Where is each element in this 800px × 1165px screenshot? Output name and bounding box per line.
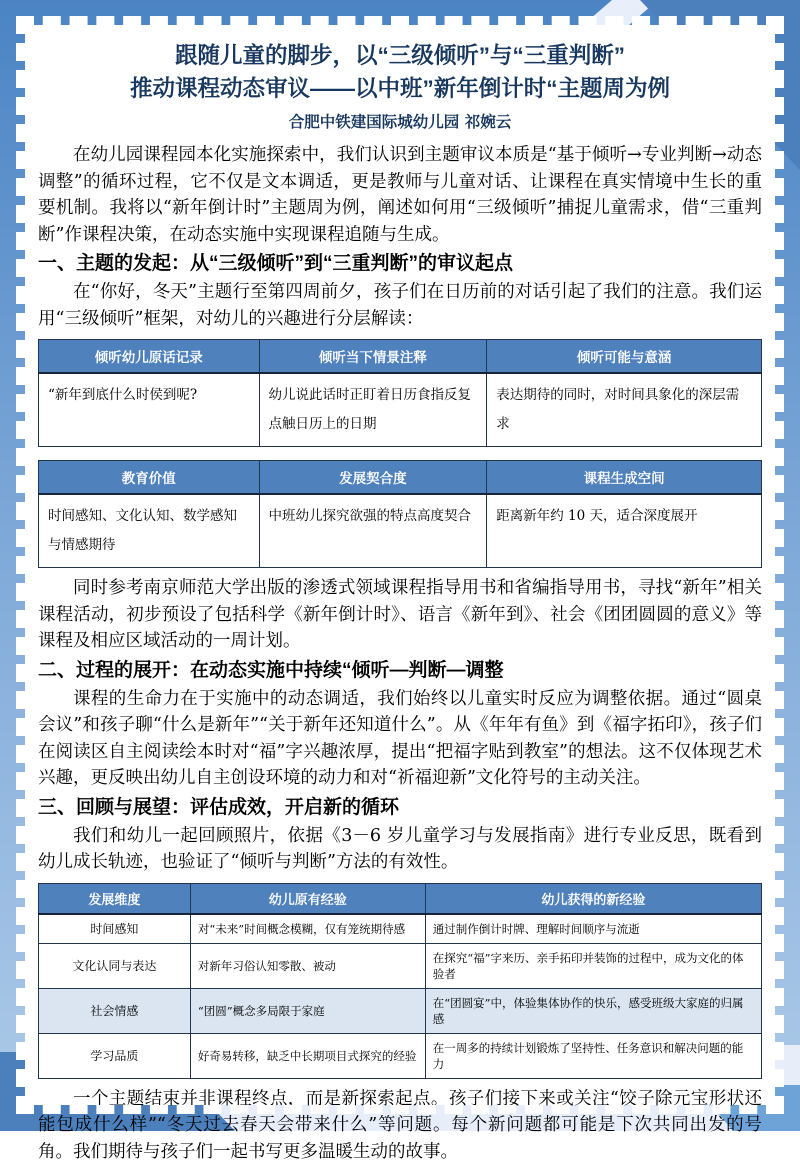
table-header-row — [39, 461, 762, 495]
table-cell: 时间感知 — [39, 914, 191, 944]
table-row — [39, 988, 762, 1033]
author-line: 合肥中铁建国际城幼儿园 祁婉云 — [38, 110, 762, 132]
column-header: 倾听可能与意涵 — [487, 340, 762, 374]
intro-paragraph: 在幼儿园课程园本化实施探索中，我们认识到主题审议本质是“基于倾听→专业判断→动态调整”的循环过程，它不仅是文本调适，更是教师与儿童对话、让课程在真实情境中生长的重要机制。我将以“新年倒计时”主题周为例，阐述如何用“三级倾听”捕捉儿童需求，借“三重判断”作课程决策，在动态实施中实现课程追随与生成。 — [38, 142, 762, 248]
title-line-1: 跟随儿童的脚步，以“三级倾听”与“三重判断” — [175, 43, 625, 68]
table-cell: 对新年习俗认知零散、被动 — [190, 943, 425, 988]
table-row — [39, 943, 762, 988]
table-cell: 通过制作倒计时牌、理解时间顺序与流逝 — [425, 914, 761, 944]
section-1-heading: 一、主题的发起：从“三级倾听”到“三重判断”的审议起点 — [38, 250, 762, 278]
table-cell: 在“团圆宴”中，体验集体协作的快乐，感受班级大家庭的归属感 — [425, 988, 761, 1033]
table-cell: 好奇易转移，缺乏中长期项目式探究的经验 — [190, 1033, 425, 1078]
title-line-2: 推动课程动态审议——以中班”新年倒计时“主题周为例 — [130, 76, 670, 101]
table-header-row — [39, 340, 762, 374]
column-header: 课程生成空间 — [487, 461, 762, 495]
reference-paragraph: 同时参考南京师范大学出版的渗透式领域课程指导用书和省编指导用书，寻找“新年”相关课程活动，初步预设了包括科学《新年倒计时》、语言《新年到》、社会《团团圆圆的意义》等课程及相应区域活动的一周计划。 — [38, 575, 762, 655]
table-cell: 时间感知、文化认知、数学感知与情感期待 — [39, 494, 260, 568]
table-cell: 文化认同与表达 — [39, 943, 191, 988]
table-cell: 在一周多的持续计划锻炼了坚持性、任务意识和解决问题的能力 — [425, 1033, 761, 1078]
column-header: 发展维度 — [39, 883, 191, 914]
table-cell: “团圆”概念多局限于家庭 — [190, 988, 425, 1033]
section-2-paragraph: 课程的生命力在于实施中的动态调适，我们始终以儿童实时反应为调整依据。通过“圆桌会议”和孩子聊“什么是新年”“关于新年还知道什么”。从《年年有鱼》到《福字拓印》，孩子们在阅读区自主阅读绘本时对“福”字兴趣浓厚，提出“把福字贴到教室”的想法。这不仅体现艺术兴趣，更反映出幼儿自主创设环境的动力和对“祈福迎新”文化符号的主动关注。 — [38, 686, 762, 792]
closing-paragraph: 一个主题结束并非课程终点，而是新探索起点。孩子们接下来或关注“饺子除元宝形状还能包成什么样”“冬天过去春天会带来什么”等问题。每个新问题都可能是下次共同出发的号角。我们期待与孩子们一起书写更多温暖生动的故事。 — [38, 1086, 762, 1165]
section-1-paragraph: 在“你好，冬天”主题行至第四周前夕，孩子们在日历前的对话引起了我们的注意。我们运用“三级倾听”框架，对幼儿的兴趣进行分层解读： — [38, 279, 762, 332]
column-header: 发展契合度 — [259, 461, 487, 495]
table-header-row — [39, 883, 762, 914]
column-header: 倾听当下情景注释 — [259, 340, 487, 374]
table-cell: 中班幼儿探究欲强的特点高度契合 — [259, 494, 487, 568]
table-cell: 在探究“福”字来历、亲手拓印并装饰的过程中，成为文化的体验者 — [425, 943, 761, 988]
value-table — [38, 460, 762, 568]
document-title — [38, 39, 762, 105]
column-header: 倾听幼儿原话记录 — [39, 340, 260, 374]
table-cell: 对“未来”时间概念模糊，仅有笼统期待感 — [190, 914, 425, 944]
table-row — [39, 1033, 762, 1078]
table-cell: 幼儿说此话时正盯着日历食指反复点触日历上的日期 — [259, 373, 487, 447]
table-cell: 学习品质 — [39, 1033, 191, 1078]
column-header: 幼儿获得的新经验 — [425, 883, 761, 914]
listening-table — [38, 339, 762, 447]
section-3-paragraph: 我们和幼儿一起回顾照片，依据《3－6 岁儿童学习与发展指南》进行专业反思，既看到幼儿成长轨迹，也验证了“倾听与判断”方法的有效性。 — [38, 823, 762, 876]
section-2-heading: 二、过程的展开：在动态实施中持续“倾听—判断—调整 — [38, 657, 762, 685]
table-cell: “新年到底什么时侯到呢? — [39, 373, 260, 447]
table-row — [39, 914, 762, 944]
column-header: 幼儿原有经验 — [190, 883, 425, 914]
section-3-heading: 三、回顾与展望：评估成效，开启新的循环 — [38, 794, 762, 822]
experience-table — [38, 883, 762, 1079]
table-row — [39, 494, 762, 568]
document-page — [25, 25, 775, 1105]
table-cell: 社会情感 — [39, 988, 191, 1033]
table-cell: 距离新年约 10 天，适合深度展开 — [487, 494, 762, 568]
table-row — [39, 373, 762, 447]
table-cell: 表达期待的同时，对时间具象化的深层需求 — [487, 373, 762, 447]
column-header: 教育价值 — [39, 461, 260, 495]
